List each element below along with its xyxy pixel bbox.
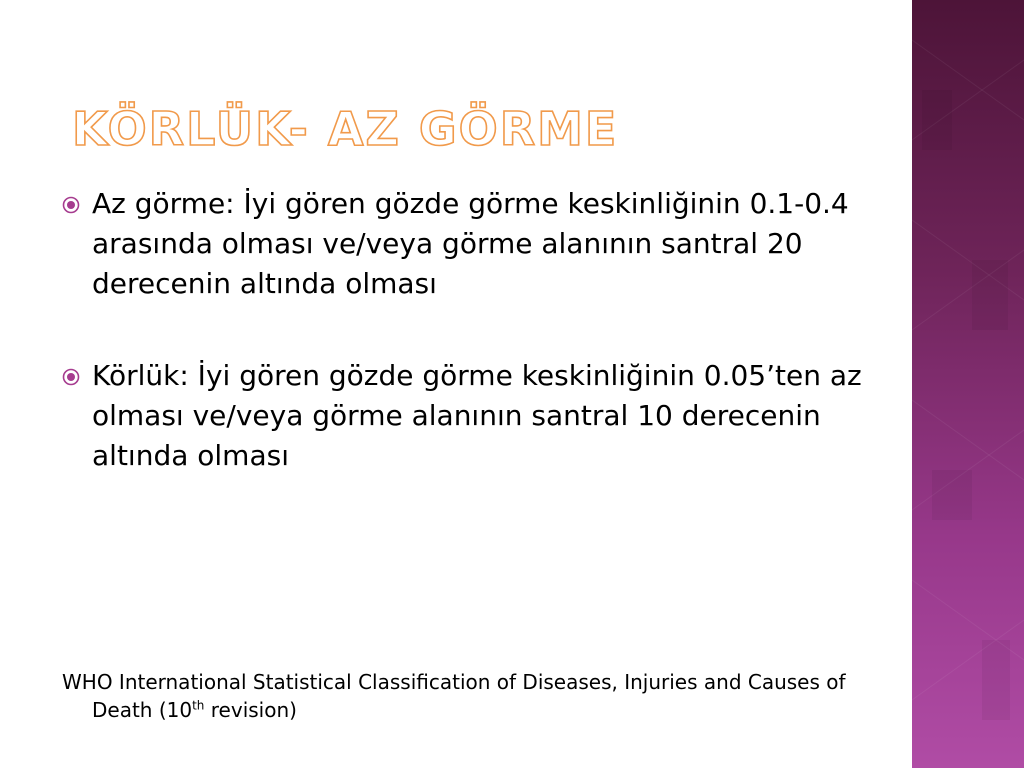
bullet-text: Körlük: İyi gören gözde görme keskinliğinin 0.05’ten az olması ve/veya görme alanının santral 10 derecenin altında olması [92,359,862,472]
footnote-text: WHO International Statistical Classification of Diseases, Injuries and Causes of Death (10 [62,670,846,722]
side-band-texture [912,0,1024,768]
bullet-text: Az görme: İyi gören gözde görme keskinliğinin 0.1-0.4 arasında olması ve/veya görme alanının santral 20 derecenin altında olması [92,187,849,300]
bullet-item-blindness [62,356,892,476]
slide-title: KÖRLÜK- AZ GÖRME [72,102,619,156]
footnote-superscript: th [192,698,205,713]
circle-bullet-icon [62,196,80,214]
bullet-list [62,184,892,476]
decorative-side-band [912,0,1024,768]
bullet-item-low-vision [62,184,892,304]
footnote-citation [62,668,852,724]
footnote-text-end: revision) [204,698,297,722]
circle-bullet-icon [62,368,80,386]
